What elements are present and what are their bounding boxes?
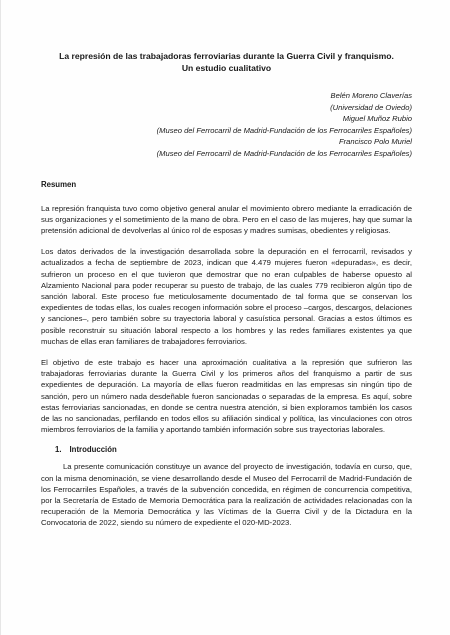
introduction-heading [55,445,412,454]
section-number: 1. [55,445,62,455]
introduction-paragraph: La presente comunicación constituye un avance del proyecto de investigación, todavía en curso, que, con la misma denominación, se viene desarrollando desde el Museo del Ferrocarril de Madrid-Fundación de los Ferrocarriles Españoles, a través de la subvención concedida, en régimen de concurrencia competitiva, por la Secretaría de Estado de Memoria Democrática para la realización de actividades relacionadas con la recuperación de la Memoria Democrática y las Víctimas de la Guerra Civil y de la Dictadura en la Convocatoria de 2022, siendo su número de expediente el 020-MD-2023. [41,462,412,528]
section-title: Introducción [69,445,117,455]
author-name: Miguel Muñoz Rubio [342,114,412,124]
author-block [41,90,412,160]
paper-title-line-2: Un estudio cualitativo [181,63,272,73]
author-name: Francisco Polo Muriel [338,137,412,147]
author-name: Belén Moreno Claverías [330,91,412,100]
author-affiliation: (Museo del Ferrocarril de Madrid-Fundación de los Ferrocarriles Españoles) [156,125,412,135]
abstract-paragraph: El objetivo de este trabajo es hacer una aproximación cualitativa a la represión que sufrieron las trabajadoras ferroviarias durante la Guerra Civil y los primeros años del franquismo a partir de sus expedientes de depuración. La mayoría de ellas fueron readmitidas en las empresas sin ningún tipo de sanción, pero un número nada desdeñable fueron sancionadas o separadas de la empresa. Es aquí, sobre estas ferroviarias sancionadas, en donde se centra nuestra atención, si bien exploramos también los casos de las no sancionadas, perfilando en todos ellos su afiliación sindical y política, las vinculaciones con otros miembros ferroviarios de la familia y aportando también información sobre sus trayectorias laborales. [41,358,412,435]
abstract-paragraph: Los datos derivados de la investigación desarrollada sobre la depuración en el ferrocarril, revisados y actualizados a fecha de septiembre de 2023, indican que 4.479 mujeres fueron «depuradas», es decir, sufrieron un proceso en el que tuvieron que demostrar que no eran culpables de haberse opuesto al Alzamiento Nacional para poder recuperar su puesto de trabajo, de las cuales 779 recibieron algún tipo de sanción laboral. Este proceso fue meticulosamente documentado de tal forma que se conservan los expedientes de todas ellas, los cuales recogen información sobre el proceso –cargos, descargos, delaciones y sanciones–, pero también sobre su trayectoria laboral y casuística personal. Gracias a estos últimos es posible reconstruir su situación laboral respecto a los hombres y las redes familiares existentes ya que muchas de ellas eran familiares de trabajadores ferroviarios. [41,247,412,346]
paper-title [47,50,406,74]
author-affiliation: (Universidad de Oviedo) [330,102,412,112]
abstract-heading: Resumen [41,179,77,189]
author-affiliation: (Museo del Ferrocarril de Madrid-Fundación de los Ferrocarriles Españoles) [156,148,412,158]
abstract-paragraph: La represión franquista tuvo como objetivo general anular el movimiento obrero mediante la erradicación de sus organizaciones y el sometimiento de la mano de obra. Pero en el caso de las mujeres, hay que sumar la pretensión adicional de devolverlas al único rol de esposas y madres sumisas, obedientes y religiosas. [41,203,412,235]
paper-title-line-1: La represión de las trabajadoras ferroviarias durante la Guerra Civil y franquismo. [59,51,394,61]
